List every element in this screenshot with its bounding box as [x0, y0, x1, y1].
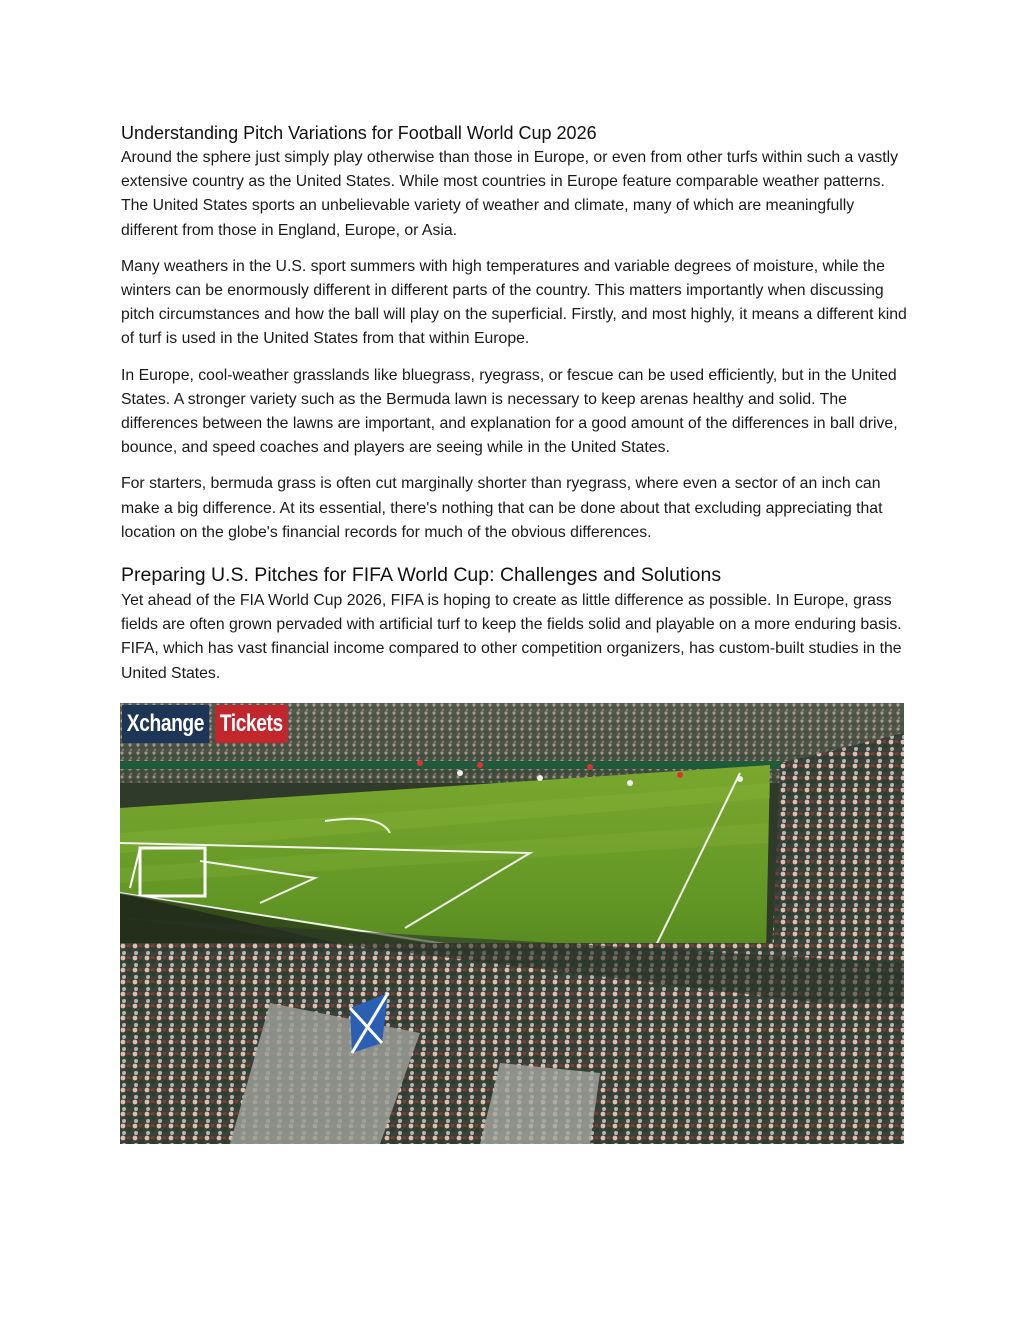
paragraph: Around the sphere just simply play otherwise than those in Europe, or even from other turfs within such a vastly extensive country as the United States. While most countries in Europe feature comparable weather patterns. The United States sports an unbelievable variety of weather and climate, many of which are meaningfully different from those in England, Europe, or Asia.: [121, 149, 899, 239]
section-heading-pitch-variations: Understanding Pitch Variations for Football World Cup 2026: [121, 123, 597, 143]
xchange-tickets-logo: [122, 705, 305, 743]
stadium-illustration: [120, 703, 904, 1144]
paragraph: Yet ahead of the FIA World Cup 2026, FIFA is hoping to create as little difference as possible. In Europe, grass fields are often grown pervaded with artificial turf to keep the fields solid and playable on a more enduring basis. FIFA, which has vast financial income compared to other competition organizers, has custom-built studies in the United States.: [121, 592, 902, 682]
paragraph: For starters, bermuda grass is often cut marginally shorter than ryegrass, where even a sector of an inch can make a big difference. At its essential, there's nothing that can be done about that excluding appreciating that location on the globe's financial records for much of the obvious differences.: [121, 475, 883, 541]
paragraph: Many weathers in the U.S. sport summers with high temperatures and variable degrees of moisture, while the winters can be enormously different in different parts of the country. This matters importantly when discussing pitch circumstances and how the ball will play on the superficial. Firstly, and most highly, it means a different kind of turf is used in the United States from that within Europe.: [121, 257, 907, 348]
section-heading-preparing-pitches: Preparing U.S. Pitches for FIFA World Cup: Challenges and Solutions: [121, 564, 722, 587]
paragraph: In Europe, cool-weather grasslands like bluegrass, ryegrass, or fescue can be used efficiently, but in the United States. A stronger variety such as the Bermuda lawn is necessary to keep arenas healthy and solid. The differences between the lawns are important, and explanation for a good amount of the differences in ball drive, bounce, and speed coaches and players are seeing while in the United States.: [121, 366, 898, 457]
logo-text-tickets: Tickets: [215, 705, 288, 743]
stadium-photo: [120, 703, 904, 1144]
logo-text-xchange: Xchange: [122, 705, 209, 743]
article-body: [121, 120, 907, 698]
